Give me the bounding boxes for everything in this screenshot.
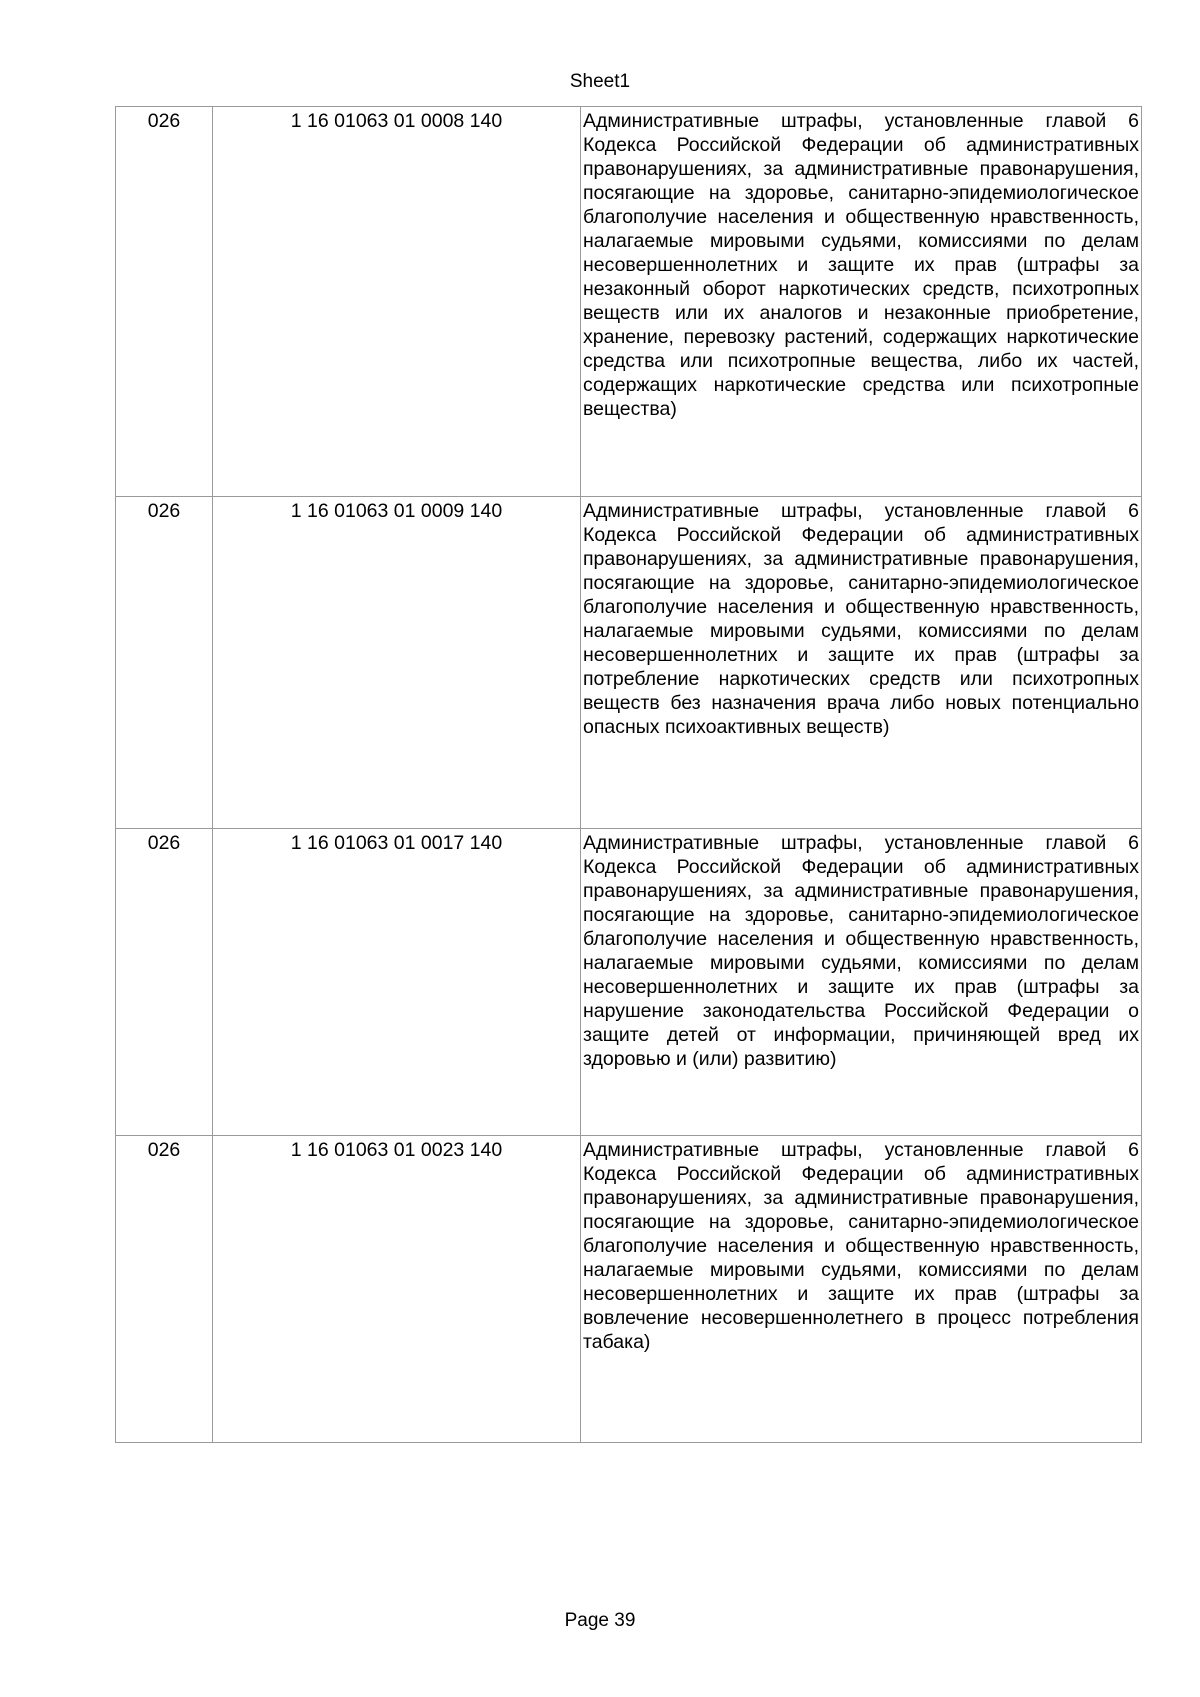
admin-code-cell: 026 xyxy=(116,829,213,1136)
table-row xyxy=(116,1136,1142,1443)
income-name-cell: Административные штрафы, установленные главой 6 Кодекса Российской Федерации об административных правонарушениях, за административные правонарушения, посягающие на здоровье, санитарно-эпидемиологическое благополучие населения и общественную нравственность, налагаемые мировыми судьями, комиссиями по делам несовершеннолетних и защите их прав (штрафы за потребление наркотических средств или психотропных веществ без назначения врача либо новых потенциально опасных психоактивных веществ) xyxy=(581,497,1142,829)
admin-code-cell: 026 xyxy=(116,107,213,497)
table-row xyxy=(116,497,1142,829)
income-name-cell: Административные штрафы, установленные главой 6 Кодекса Российской Федерации об административных правонарушениях, за административные правонарушения, посягающие на здоровье, санитарно-эпидемиологическое благополучие населения и общественную нравственность, налагаемые мировыми судьями, комиссиями по делам несовершеннолетних и защите их прав (штрафы за нарушение законодательства Российской Федерации о защите детей от информации, причиняющей вред их здоровью и (или) развитию) xyxy=(581,829,1142,1136)
kbk-code-cell: 1 16 01063 01 0008 140 xyxy=(213,107,581,497)
kbk-code-cell: 1 16 01063 01 0023 140 xyxy=(213,1136,581,1443)
table-row xyxy=(116,829,1142,1136)
income-name-cell: Административные штрафы, установленные главой 6 Кодекса Российской Федерации об административных правонарушениях, за административные правонарушения, посягающие на здоровье, санитарно-эпидемиологическое благополучие населения и общественную нравственность, налагаемые мировыми судьями, комиссиями по делам несовершеннолетних и защите их прав (штрафы за незаконный оборот наркотических средств, психотропных веществ или их аналогов и незаконные приобретение, хранение, перевозку растений, содержащих наркотические средства или психотропные вещества, либо их частей, содержащих наркотические средства или психотропные вещества) xyxy=(581,107,1142,497)
admin-code-cell: 026 xyxy=(116,1136,213,1443)
kbk-code-cell: 1 16 01063 01 0009 140 xyxy=(213,497,581,829)
admin-code-cell: 026 xyxy=(116,497,213,829)
income-name-cell: Административные штрафы, установленные главой 6 Кодекса Российской Федерации об административных правонарушениях, за административные правонарушения, посягающие на здоровье, санитарно-эпидемиологическое благополучие населения и общественную нравственность, налагаемые мировыми судьями, комиссиями по делам несовершеннолетних и защите их прав (штрафы за вовлечение несовершеннолетнего в процесс потребления табака) xyxy=(581,1136,1142,1443)
table-row xyxy=(116,107,1142,497)
budget-codes-table xyxy=(115,106,1142,1443)
sheet-name-header: Sheet1 xyxy=(569,71,631,92)
kbk-code-cell: 1 16 01063 01 0017 140 xyxy=(213,829,581,1136)
page-number-footer: Page 39 xyxy=(564,1610,636,1631)
